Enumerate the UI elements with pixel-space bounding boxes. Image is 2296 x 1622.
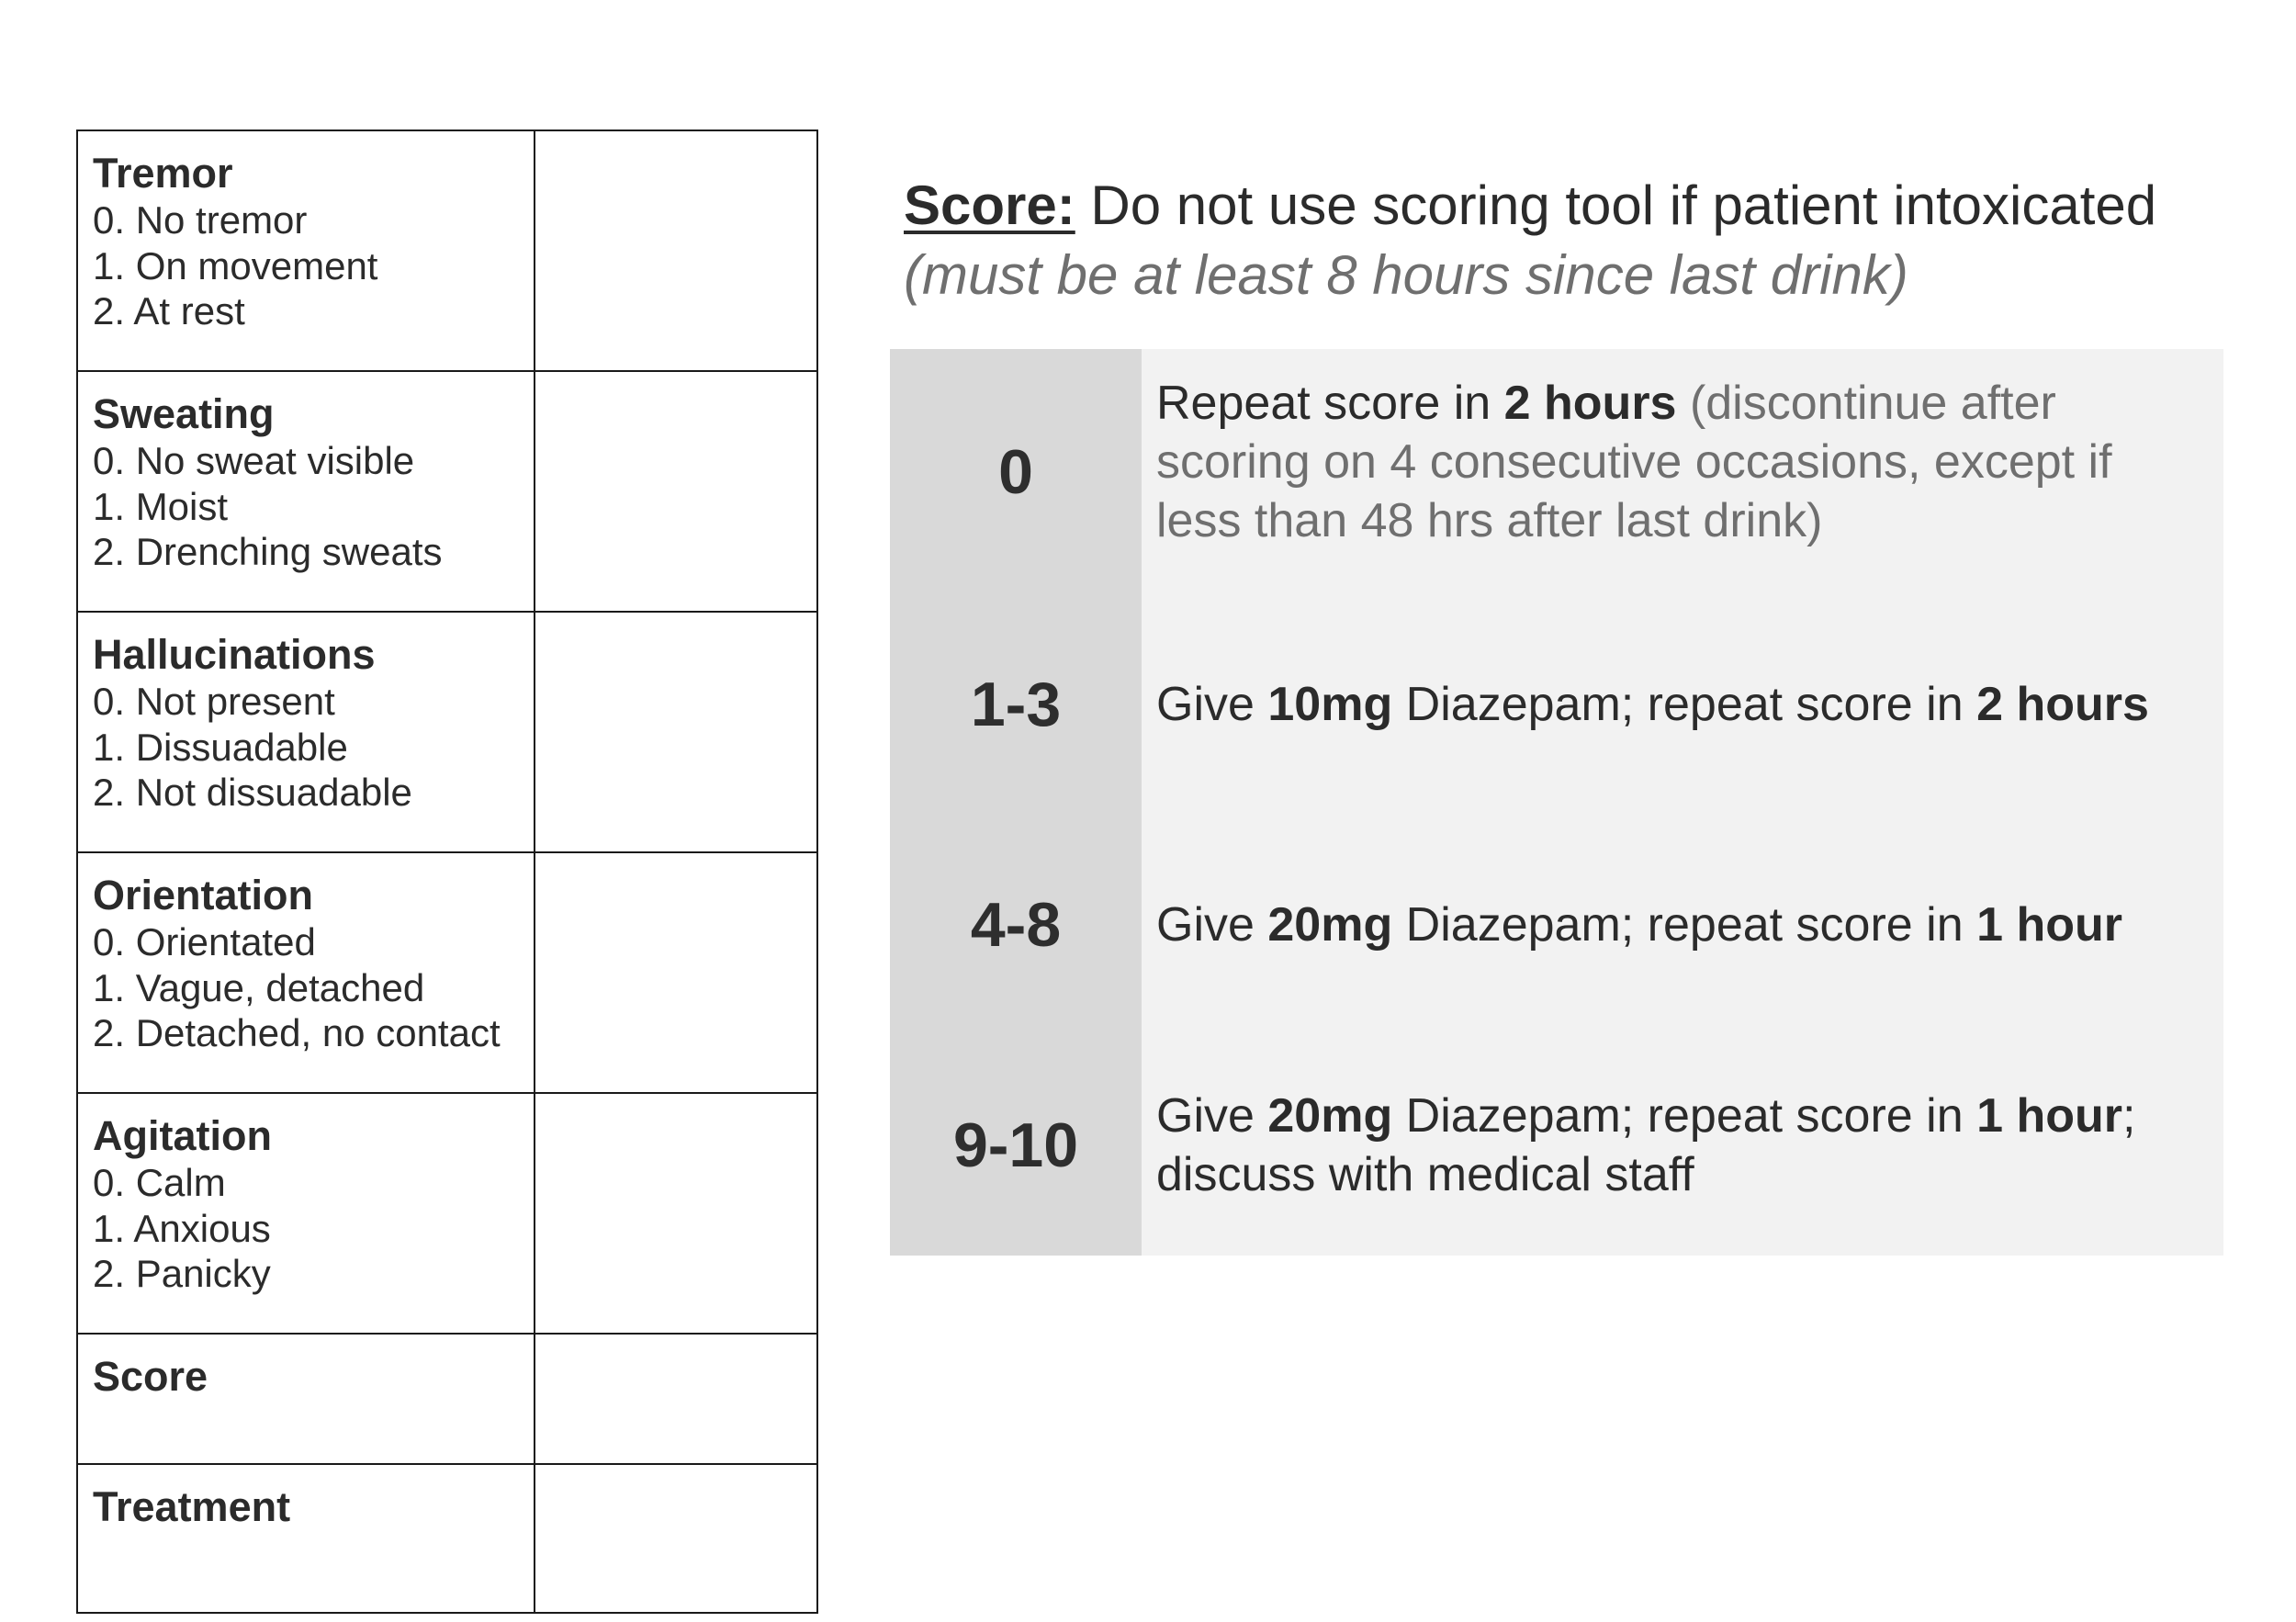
criterion-row-sweating	[77, 371, 817, 612]
score-range: 0	[890, 349, 1142, 594]
criterion-title: Agitation	[93, 1112, 272, 1159]
sweating-entry-cell[interactable]	[535, 371, 817, 612]
tremor-entry-cell[interactable]	[535, 130, 817, 371]
guide-row-9-10	[890, 1035, 2223, 1256]
orientation-entry-cell[interactable]	[535, 852, 817, 1093]
criterion-row-orientation	[77, 852, 817, 1093]
criterion-label-cell	[77, 852, 535, 1093]
criterion-row-agitation	[77, 1093, 817, 1334]
treatment-label: Treatment	[93, 1483, 291, 1530]
guide-row-1-3	[890, 594, 2223, 815]
criterion-row-hallucinations	[77, 612, 817, 852]
score-row	[77, 1334, 817, 1464]
score-range: 4-8	[890, 815, 1142, 1035]
criterion-option: 0. Not present	[93, 680, 335, 723]
criterion-title: Tremor	[93, 150, 233, 197]
criterion-option: 1. On movement	[93, 243, 378, 287]
criterion-option: 1. Vague, detached	[93, 965, 425, 1009]
interval-emphasis: 1 hour	[1976, 898, 2122, 952]
criterion-label-cell	[77, 130, 535, 371]
treatment-row	[77, 1464, 817, 1613]
criterion-option: 0. Calm	[93, 1161, 226, 1204]
action-text: Diazepam; repeat score in	[1392, 1089, 1977, 1143]
dose-emphasis: 10mg	[1267, 678, 1393, 731]
action-text: ; discuss with medical staff	[1156, 1089, 2136, 1201]
criterion-option: 0. Orientated	[93, 920, 316, 963]
treatment-label-cell	[77, 1464, 535, 1613]
guide-action	[1142, 815, 2223, 1035]
criterion-option: 1. Dissuadable	[93, 725, 348, 769]
action-text: Diazepam; repeat score in	[1392, 678, 1977, 731]
guide-row-4-8	[890, 815, 2223, 1035]
criterion-option: 0. No sweat visible	[93, 439, 415, 482]
criterion-option: 2. At rest	[93, 289, 245, 332]
action-text: Diazepam; repeat score in	[1392, 898, 1977, 952]
withdrawal-assessment-table	[76, 130, 818, 1614]
guide-row-0	[890, 349, 2223, 594]
criterion-option: 1. Anxious	[93, 1206, 271, 1250]
hallucinations-entry-cell[interactable]	[535, 612, 817, 852]
score-label: Score	[93, 1353, 208, 1400]
action-text: Give	[1156, 678, 1268, 731]
action-text: Give	[1156, 898, 1268, 952]
guide-action	[1142, 1035, 2223, 1256]
criterion-option: 2. Panicky	[93, 1252, 271, 1295]
action-emphasis: 2 hours	[1503, 377, 1677, 430]
criterion-option: 0. No tremor	[93, 198, 308, 242]
agitation-entry-cell[interactable]	[535, 1093, 817, 1334]
action-text	[1676, 377, 1689, 430]
score-instructions-heading	[904, 171, 2245, 310]
score-label-cell	[77, 1334, 535, 1464]
interval-emphasis: 1 hour	[1976, 1089, 2122, 1143]
criterion-title: Orientation	[93, 872, 314, 918]
guide-action	[1142, 594, 2223, 815]
criterion-option: 1. Moist	[93, 484, 229, 528]
dose-emphasis: 20mg	[1267, 1089, 1393, 1143]
guide-action	[1142, 349, 2223, 594]
criterion-row-tremor	[77, 130, 817, 371]
score-entry-cell[interactable]	[535, 1334, 817, 1464]
criterion-title: Sweating	[93, 390, 275, 437]
treatment-guide-table	[890, 349, 2223, 1256]
criterion-label-cell	[77, 612, 535, 852]
score-range: 9-10	[890, 1035, 1142, 1256]
criterion-option: 2. Not dissuadable	[93, 771, 412, 814]
criterion-option: 2. Detached, no contact	[93, 1011, 501, 1054]
dose-emphasis: 20mg	[1267, 898, 1393, 952]
action-text: Give	[1156, 1089, 1268, 1143]
score-heading-label: Score:	[904, 175, 1075, 236]
score-heading-text: Do not use scoring tool if patient intoxicated	[1075, 175, 2157, 236]
criterion-option: 2. Drenching sweats	[93, 530, 443, 573]
score-range: 1-3	[890, 594, 1142, 815]
criterion-label-cell	[77, 1093, 535, 1334]
criterion-title: Hallucinations	[93, 631, 376, 678]
action-text: Repeat score in	[1156, 377, 1504, 430]
action-note: (discontinue after scoring on 4 consecutive occasions, except if less than 48 hrs after last drink)	[1156, 377, 2112, 547]
treatment-entry-cell[interactable]	[535, 1464, 817, 1613]
interval-emphasis: 2 hours	[1976, 678, 2149, 731]
criterion-label-cell	[77, 371, 535, 612]
score-heading-note: (must be at least 8 hours since last drink)	[904, 244, 1908, 306]
